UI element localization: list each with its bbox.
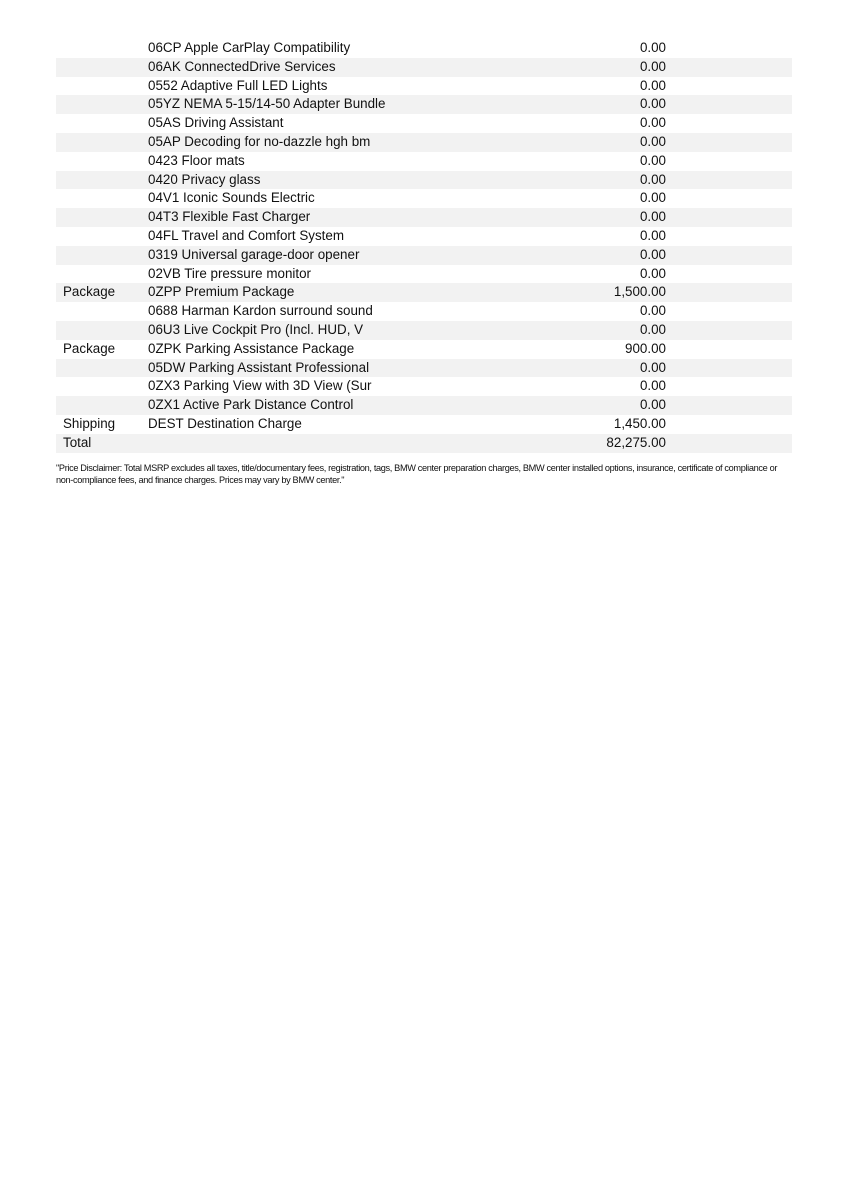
- row-spacer: [666, 265, 792, 284]
- row-description: 05AS Driving Assistant: [148, 115, 284, 131]
- row-spacer: [666, 227, 792, 246]
- row-category: [56, 58, 148, 77]
- row-spacer: [666, 321, 792, 340]
- row-description: 06CP Apple CarPlay Compatibility: [148, 40, 351, 55]
- price-disclaimer: "Price Disclaimer: Total MSRP excludes all taxes, title/documentary fees, registration, tags, BMW center preparation charges, BMW center installed options, insurance, certificate of compliance or non-compliance fees, and finance charges. Prices may vary by BMW center.": [56, 463, 778, 485]
- row-price: 0.00: [518, 208, 666, 227]
- row-category: [56, 227, 148, 246]
- table-row: [56, 152, 792, 171]
- table-row: [56, 340, 792, 359]
- row-category: [56, 302, 148, 321]
- row-description: 06U3 Live Cockpit Pro (Incl. HUD, V: [148, 321, 518, 340]
- row-spacer: [666, 283, 792, 302]
- row-price: 0.00: [639, 40, 666, 55]
- row-spacer: [666, 114, 792, 133]
- row-price: 0.00: [518, 359, 666, 378]
- row-category: [56, 265, 148, 284]
- row-price: 0.00: [639, 303, 666, 319]
- row-price: 0.00: [518, 246, 666, 265]
- row-price: 0.00: [639, 190, 666, 206]
- row-category: [56, 77, 148, 96]
- row-price: 1,450.00: [613, 415, 666, 431]
- table-row: [56, 171, 792, 190]
- row-spacer: [666, 359, 792, 378]
- row-spacer: [666, 152, 792, 171]
- row-category: Package: [63, 340, 116, 356]
- row-description: 0ZX1 Active Park Distance Control: [148, 396, 518, 415]
- row-category: [56, 171, 148, 190]
- row-description: 0ZPK Parking Assistance Package: [148, 340, 355, 356]
- row-category: [56, 246, 148, 265]
- row-description: 02VB Tire pressure monitor: [148, 265, 311, 281]
- table-row: [56, 283, 792, 302]
- row-description: 0552 Adaptive Full LED Lights: [148, 77, 328, 93]
- table-row: [56, 396, 792, 415]
- row-spacer: [666, 396, 792, 415]
- row-spacer: [666, 434, 792, 453]
- table-row: [56, 227, 792, 246]
- row-description: 0319 Universal garage-door opener: [148, 246, 518, 265]
- row-price: 0.00: [639, 265, 666, 281]
- row-spacer: [666, 246, 792, 265]
- table-row: [56, 114, 792, 133]
- row-price: 82,275.00: [518, 434, 666, 453]
- row-price: 0.00: [518, 396, 666, 415]
- table-row: [56, 246, 792, 265]
- row-spacer: [666, 77, 792, 96]
- row-description: DEST Destination Charge: [148, 415, 302, 431]
- table-row: [56, 302, 792, 321]
- row-spacer: [666, 133, 792, 152]
- row-description: 06AK ConnectedDrive Services: [148, 58, 518, 77]
- row-spacer: [666, 208, 792, 227]
- table-row: [56, 208, 792, 227]
- row-description: 04T3 Flexible Fast Charger: [148, 208, 518, 227]
- row-category: [56, 189, 148, 208]
- row-price: 0.00: [639, 378, 666, 394]
- row-description: [148, 434, 518, 453]
- row-category: [56, 359, 148, 378]
- row-category: [56, 152, 148, 171]
- row-price: 0.00: [639, 115, 666, 131]
- table-row: [56, 265, 792, 284]
- total-row: [56, 434, 792, 453]
- table-row: [56, 359, 792, 378]
- row-description: 0423 Floor mats: [148, 152, 245, 168]
- table-row: [56, 39, 792, 58]
- table-row: [56, 377, 792, 396]
- table-row: [56, 77, 792, 96]
- row-description: 0420 Privacy glass: [148, 171, 518, 190]
- row-spacer: [666, 415, 792, 434]
- row-category: [56, 39, 148, 58]
- table-row: [56, 133, 792, 152]
- table-row: [56, 415, 792, 434]
- row-description: 05DW Parking Assistant Professional: [148, 359, 518, 378]
- row-price: 0.00: [518, 321, 666, 340]
- row-spacer: [666, 95, 792, 114]
- row-price: 0.00: [518, 95, 666, 114]
- table-row: [56, 58, 792, 77]
- row-spacer: [666, 39, 792, 58]
- price-rows: [56, 39, 792, 453]
- row-description: 0ZPP Premium Package: [148, 283, 518, 302]
- table-row: [56, 189, 792, 208]
- row-category: Total: [56, 434, 148, 453]
- row-price: 0.00: [639, 227, 666, 243]
- table-row: [56, 321, 792, 340]
- row-price: 0.00: [518, 58, 666, 77]
- row-spacer: [666, 302, 792, 321]
- row-spacer: [666, 189, 792, 208]
- table-row: [56, 95, 792, 114]
- row-spacer: [666, 171, 792, 190]
- row-price: 0.00: [639, 152, 666, 168]
- row-price: 0.00: [639, 77, 666, 93]
- row-description: 05AP Decoding for no-dazzle hgh bm: [148, 133, 518, 152]
- price-table: [56, 39, 792, 453]
- row-category: [56, 396, 148, 415]
- row-category: [56, 95, 148, 114]
- row-description: 0ZX3 Parking View with 3D View (Sur: [148, 378, 372, 394]
- row-spacer: [666, 377, 792, 396]
- row-price: 1,500.00: [518, 283, 666, 302]
- row-category: Package: [56, 283, 148, 302]
- row-category: [56, 114, 148, 133]
- row-description: 04FL Travel and Comfort System: [148, 227, 344, 243]
- row-spacer: [666, 58, 792, 77]
- row-category: [56, 321, 148, 340]
- row-price: 0.00: [518, 171, 666, 190]
- row-category: [56, 133, 148, 152]
- row-description: 04V1 Iconic Sounds Electric: [148, 190, 315, 206]
- row-category: [56, 208, 148, 227]
- row-spacer: [666, 340, 792, 359]
- row-price: 900.00: [625, 340, 666, 356]
- row-category: Shipping: [63, 415, 116, 431]
- row-description: 05YZ NEMA 5-15/14-50 Adapter Bundle: [148, 95, 518, 114]
- row-description: 0688 Harman Kardon surround sound: [148, 303, 373, 319]
- row-price: 0.00: [518, 133, 666, 152]
- row-category: [56, 377, 148, 396]
